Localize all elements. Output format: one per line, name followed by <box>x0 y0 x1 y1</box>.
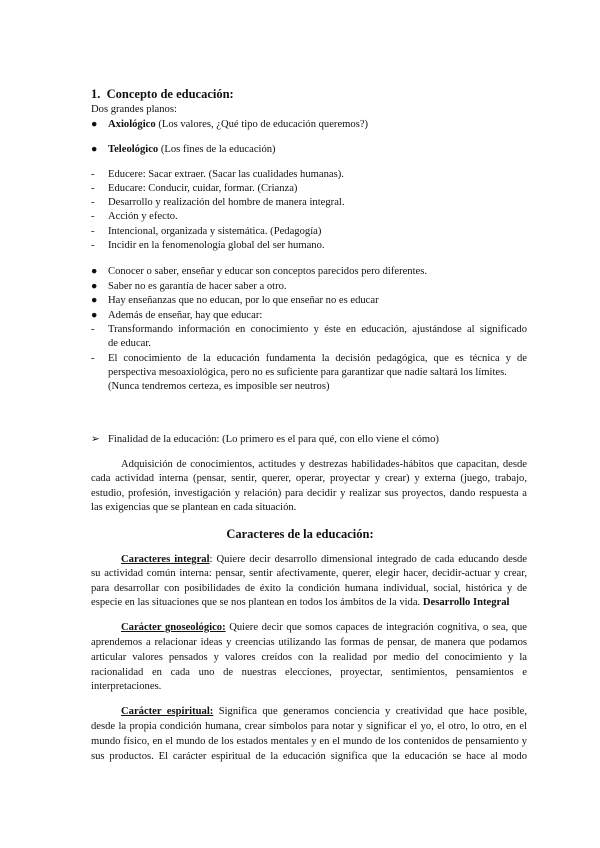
list-item: Axiológico (Los valores, ¿Qué tipo de educación queremos?) <box>108 119 369 130</box>
list-item: Acción y efecto. <box>108 211 178 222</box>
section-number: 1. <box>91 87 101 101</box>
paragraph-line: su actividad común interna: pensar, sentir afectivamente, querer, elegir hacer, decidir-actuar y crear, <box>91 568 527 579</box>
bullet-marker: ● <box>91 119 98 130</box>
dash-marker: - <box>91 240 95 251</box>
paragraph-line: Carácter espiritual: Significa que generamos conciencia y creatividad que hace posible, <box>121 706 528 717</box>
list-item-line: perspectiva mesoaxiológica, pero no es suficiente para garantizar que nadie saltará los límites. <box>108 367 507 378</box>
paragraph-line: sus productos. El carácter espiritual de la educación significa que la educación se hace al modo <box>91 751 527 762</box>
paragraph-line: especie en las situaciones que se nos plantean en todos los ámbitos de la vida. Desarrollo Integral <box>91 597 510 608</box>
list-item: Desarrollo y realización del hombre de manera integral. <box>108 197 345 208</box>
paragraph-line: articular valores pensados y valores creídos con la realidad por medio del conocimiento y la <box>91 652 527 663</box>
intro-text: Dos grandes planos: <box>91 104 177 115</box>
dash-marker: - <box>91 169 95 180</box>
list-item: Teleológico (Los fines de la educación) <box>108 144 276 155</box>
paragraph-line: para desarrollar con posibilidades de éxito la condición humana individual, social, histórica y de <box>91 583 527 594</box>
paragraph-line: Adquisición de conocimientos, actitudes y destrezas habilidades-hábitos que capacitan, desde <box>121 459 527 470</box>
section-title: Concepto de educación: <box>106 87 234 101</box>
list-item: Además de enseñar, hay que educar: <box>108 310 263 321</box>
dash-marker: - <box>91 211 95 222</box>
section-heading <box>91 86 234 102</box>
paragraph-line: las exigencias que se plantean en cada situación. <box>91 502 297 513</box>
dash-marker: - <box>91 226 95 237</box>
bullet-marker: ● <box>91 144 98 155</box>
list-item-line: (Nunca tendremos certeza, es imposible ser neutros) <box>108 381 330 392</box>
paragraph-line: Caracteres integral: Quiere decir desarrollo dimensional integrado de cada educando desde <box>121 554 527 565</box>
list-item-line: Transformando información en conocimiento y éste en educación, ajustándose al significado <box>108 324 527 335</box>
dash-marker: - <box>91 324 95 335</box>
list-item: Incidir en la fenomenología global del ser humano. <box>108 240 325 251</box>
dash-marker: - <box>91 197 95 208</box>
paragraph-line: racionalidad en cada uno de nuestras elecciones, proyectar, sentimientos, pensamientos e <box>91 667 527 678</box>
paragraph-line: interpretaciones. <box>91 681 162 692</box>
list-item: Intencional, organizada y sistemática. (Pedagogía) <box>108 226 322 237</box>
paragraph-line: Carácter gnoseológico: Quiere decir que somos capaces de integración cognitiva, o sea, que <box>121 622 527 633</box>
finalidad-label: Finalidad de la educación: (Lo primero es el para qué, con ello viene el cómo) <box>108 434 439 445</box>
list-item: Educere: Sacar extraer. (Sacar las cualidades humanas). <box>108 169 344 180</box>
paragraph-line: cada actividad interna (pensar, sentir, querer, operar, proyectar y crear) y externa (juego, trabajo, <box>91 473 527 484</box>
paragraph-line: desde la propia condición humana, crear símbolos para notar y significar el yo, el otro, lo otro, en el <box>91 721 527 732</box>
arrow-bullet-icon: ➢ <box>91 434 100 445</box>
list-item: Educare: Conducir, cuidar, formar. (Crianza) <box>108 183 298 194</box>
paragraph-line: estudio, profesión, investigación y relación) para decidir y realizar sus proyectos, dando respuesta a <box>91 488 527 499</box>
bullet-marker: ● <box>91 310 98 321</box>
list-item-line: El conocimiento de la educación fundamenta la decisión pedagógica, que es técnica y de <box>108 353 527 364</box>
bullet-marker: ● <box>91 266 98 277</box>
paragraph-line: aprendemos a relacionar ideas y creencias utilizando las formas de pensar, de manera que podamos <box>91 637 527 648</box>
list-item: Saber no es garantía de hacer saber a otro. <box>108 281 287 292</box>
paragraph-line: mundo físico, en el mundo de los estados mentales y en el mundo de los contenidos de pensamiento y <box>91 736 527 747</box>
list-item-line: de educar. <box>108 338 151 349</box>
list-item: Hay enseñanzas que no educan, por lo que enseñar no es educar <box>108 295 379 306</box>
caracteres-heading: Caracteres de la educación: <box>226 527 374 541</box>
list-item: Conocer o saber, enseñar y educar son conceptos parecidos pero diferentes. <box>108 266 428 277</box>
bullet-marker: ● <box>91 295 98 306</box>
bullet-marker: ● <box>91 281 98 292</box>
dash-marker: - <box>91 183 95 194</box>
dash-marker: - <box>91 353 95 364</box>
